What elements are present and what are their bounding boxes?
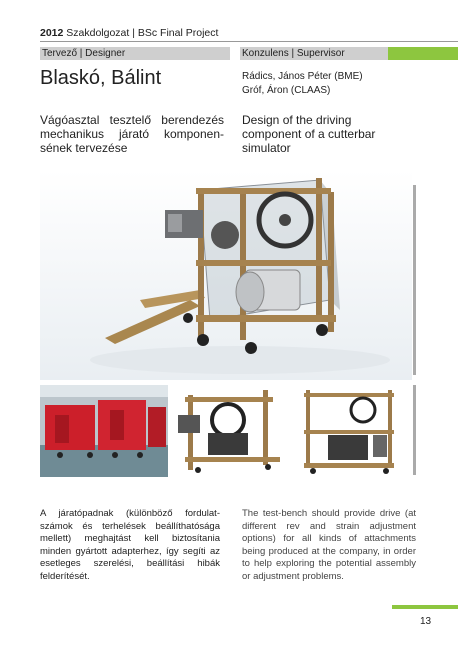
decorative-vertical-bar: [413, 185, 416, 375]
student-name: Blaskó, Bálint: [40, 67, 162, 89]
test-bench-render: [40, 170, 412, 380]
header-rule: [40, 41, 458, 42]
header-title: Szakdolgozat | BSc Final Project: [63, 27, 219, 39]
frame-detail-render-2: [298, 385, 404, 477]
header-year: 2012: [40, 27, 64, 39]
footer-accent-bar: [392, 605, 458, 609]
supervisor-label: Konzulens | Supervisor: [242, 48, 345, 59]
red-adapter-photo: [40, 385, 168, 477]
frame-detail-render-1: [173, 385, 293, 477]
description-hungarian: A járatópadnak (különböző fordulat-számok és terhelések beállíthatósága mellett) meghajtást kell biztosítania minden gyártott adapterhez, így segíti az esetleges szerelési, beállítási hibák felderítését.: [40, 508, 220, 582]
accent-bar: [388, 47, 458, 60]
page-number: 13: [420, 616, 432, 627]
supervisor-2: Gróf, Áron (CLAAS): [242, 85, 331, 96]
decorative-vertical-bar-2: [413, 385, 416, 475]
title-english: Design of the driving component of a cutterbar simulator: [242, 113, 376, 155]
description-english: The test-bench should provide drive (at different rev and strain adjustment options) for all kinds of attachments being produced at the company, in order to help exploring the potential assembly or adjustment problems.: [242, 508, 416, 582]
title-hungarian: Vágóasztal tesztelő berendezés mechanikus járató komponen-sének tervezése: [40, 113, 224, 155]
page-header: [40, 27, 218, 39]
designer-label: Tervező | Designer: [42, 48, 126, 59]
supervisor-1: Rádics, János Péter (BME): [242, 71, 363, 82]
supervisor-list: [242, 70, 363, 98]
